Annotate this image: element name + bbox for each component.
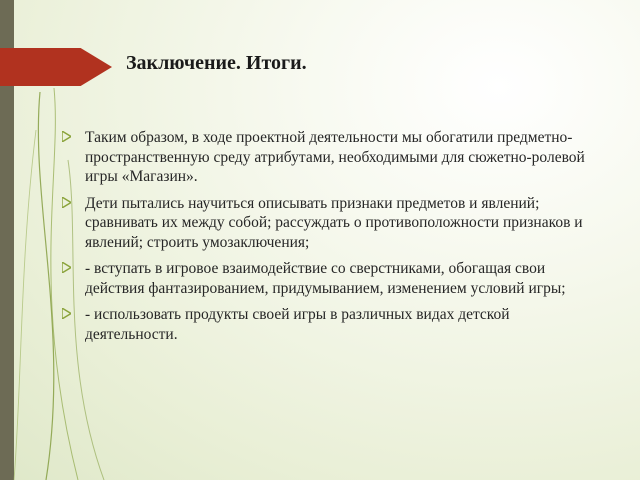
triangle-bullet-icon [62,197,71,208]
list-item [62,128,602,187]
list-item [62,194,602,253]
bullet-list [62,128,602,351]
slide-title: Заключение. Итоги. [126,52,307,74]
list-item [62,305,602,344]
triangle-bullet-icon [62,308,71,319]
triangle-bullet-icon [62,262,71,273]
list-item-text: Дети пытались научиться описывать признаки предметов и явлений; сравнивать их между собой; рассуждать о противоположности признаков и явлений; строить умозаключения; [85,194,583,251]
triangle-bullet-icon [62,131,71,142]
list-item-text: - использовать продукты своей игры в различных видах детской деятельности. [85,306,510,343]
list-item-text: - вступать в игровое взаимодействие со сверстниками, обогащая свои действия фантазированием, придумыванием, изменением условий игры; [85,260,566,297]
list-item [62,259,602,298]
list-item-text: Таким образом, в ходе проектной деятельности мы обогатили предметно-пространственную среду атрибутами, необходимыми для сюжетно-ролевой игры «Магазин». [85,129,585,185]
title-arrow-decoration [0,48,112,86]
